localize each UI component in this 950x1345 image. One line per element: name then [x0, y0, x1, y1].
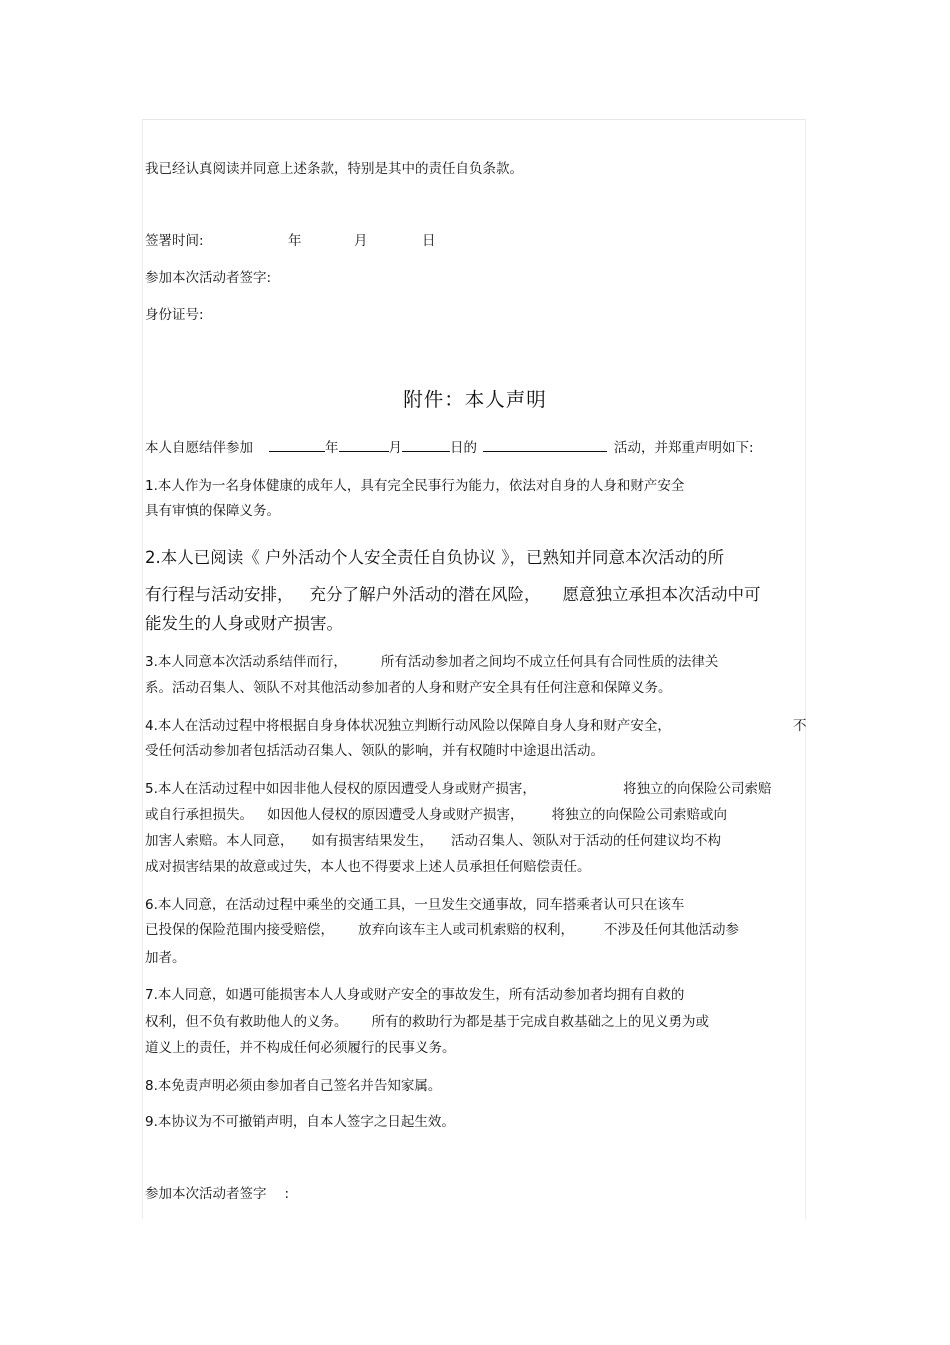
clause-3-line-2: 系。活动召集人、领队不对其他活动参加者的人身和财产安全具有任何注意和保障义务。: [145, 680, 672, 696]
clause-7-seg-1: 权利，但不负有救助他人的义务。: [145, 1014, 348, 1030]
clause-2-line-2: [145, 584, 761, 606]
intro-month: 月: [388, 440, 402, 456]
clause-3-line-1: [145, 653, 718, 671]
clause-6-seg-1: 已投保的保险范围内接受赔偿，: [145, 922, 334, 938]
clause-5-line-1: [145, 780, 772, 798]
final-signature-label: 参加本次活动者签字: [145, 1186, 267, 1202]
clause-5-seg-5: 将独立的向保险公司索赔或向: [551, 807, 727, 823]
clause-3-seg-2: 所有活动参加者之间均不成立任何具有合同性质的法律关: [380, 654, 719, 670]
clause-6-seg-3: 不涉及任何其他活动参: [604, 922, 739, 938]
intro-day: 日的: [450, 440, 477, 456]
clause-6-seg-2: 放弃向该车主人或司机索赔的权利，: [358, 922, 574, 938]
clause-5-seg-1: 5.本人在活动过程中如因非他人侵权的原因遭受人身或财产损害，: [145, 781, 536, 797]
clause-2-line-1: 2.本人已阅读《 户外活动个人安全责任自负协议 》，已熟知并同意本次活动的所: [145, 548, 724, 567]
clause-4-line-2: 受任何活动参加者包括活动召集人、领队的影响，并有权随时中途退出活动。: [145, 743, 604, 759]
clause-5-seg-2: 将独立的向保险公司索赔: [623, 781, 772, 797]
consent-statement: 我已经认真阅读并同意上述条款，特别是其中的责任自负条款。: [145, 161, 523, 177]
intro-year: 年: [325, 440, 339, 456]
clause-4-seg-2: 不: [793, 718, 807, 734]
sign-year: 年: [288, 233, 302, 249]
clause-5-seg-4: 如因他人侵权的原因遭受人身或财产损害，: [267, 807, 524, 823]
final-signature-colon: :: [284, 1186, 290, 1202]
clause-6-line-3: 加者。: [145, 950, 186, 966]
clause-7-line-1: 7.本人同意，如遇可能损害本人人身或财产安全的事故发生，所有活动参加者均拥有自救的: [145, 987, 685, 1003]
clause-9: 9.本协议为不可撤销声明，自本人签字之日起生效。: [145, 1114, 455, 1130]
id-number-label: 身份证号:: [145, 307, 204, 323]
clause-2-seg-1: 有行程与活动安排，: [145, 585, 294, 604]
clause-2-line-3: 能发生的人身或财产损害。: [145, 614, 343, 633]
clause-5-line-3: [145, 832, 721, 850]
intro-text-2: 活动，并郑重声明如下:: [614, 440, 754, 456]
page-title: 附件：本人声明: [403, 388, 547, 411]
clause-3-seg-1: 3.本人同意本次活动系结伴而行，: [145, 654, 347, 670]
clause-2-seg-2: 充分了解户外活动的潜在风险，: [309, 585, 541, 604]
clause-5-seg-7: 如有损害结果发生，: [311, 833, 433, 849]
clause-7-line-3: 道义上的责任，并不构成任何必须履行的民事义务。: [145, 1040, 456, 1056]
clause-2-seg-3: 愿意独立承担本次活动中可: [562, 585, 761, 604]
sign-month: 月: [354, 233, 368, 249]
clause-7-seg-2: 所有的救助行为都是基于完成自救基础之上的见义勇为或: [371, 1014, 709, 1030]
clause-6-line-1: 6.本人同意，在活动过程中乘坐的交通工具，一旦发生交通事故，同车搭乘者认可只在该车: [145, 897, 685, 913]
sign-time-row: [145, 232, 436, 250]
blank-day: [402, 438, 450, 452]
final-signature: [145, 1185, 289, 1203]
blank-activity: [483, 438, 607, 452]
clause-5-seg-6: 加害人索赔。本人同意，: [145, 833, 294, 849]
clause-5-seg-3: 或自行承担损失。: [145, 807, 253, 823]
signature-label: 参加本次活动者签字:: [145, 270, 272, 286]
clause-5-line-2: [145, 806, 727, 824]
clause-4-line-1: [145, 717, 807, 735]
sign-day: 日: [422, 233, 436, 249]
clause-5-seg-8: 活动召集人、领队对于活动的任何建议均不构: [451, 833, 721, 849]
clause-7-line-2: [145, 1013, 709, 1031]
intro-line: [145, 438, 754, 457]
intro-text: 本人自愿结伴参加: [145, 440, 253, 456]
blank-year: [269, 438, 325, 452]
clause-4-seg-1: 4.本人在活动过程中将根据自身身体状况独立判断行动风险以保障自身人身和财产安全，: [145, 718, 671, 734]
clause-1-line-1: 1.本人作为一名身体健康的成年人，具有完全民事行为能力，依法对自身的人身和财产安全: [145, 478, 685, 494]
sign-time-label: 签署时间:: [145, 233, 204, 249]
clause-6-line-2: [145, 921, 739, 939]
clause-1-line-2: 具有审慎的保障义务。: [145, 503, 280, 519]
clause-5-line-4: 成对损害结果的故意或过失，本人也不得要求上述人员承担任何赔偿责任。: [145, 859, 591, 875]
clause-8: 8.本免责声明必须由参加者自己签名并告知家属。: [145, 1078, 442, 1094]
blank-month: [339, 438, 389, 452]
